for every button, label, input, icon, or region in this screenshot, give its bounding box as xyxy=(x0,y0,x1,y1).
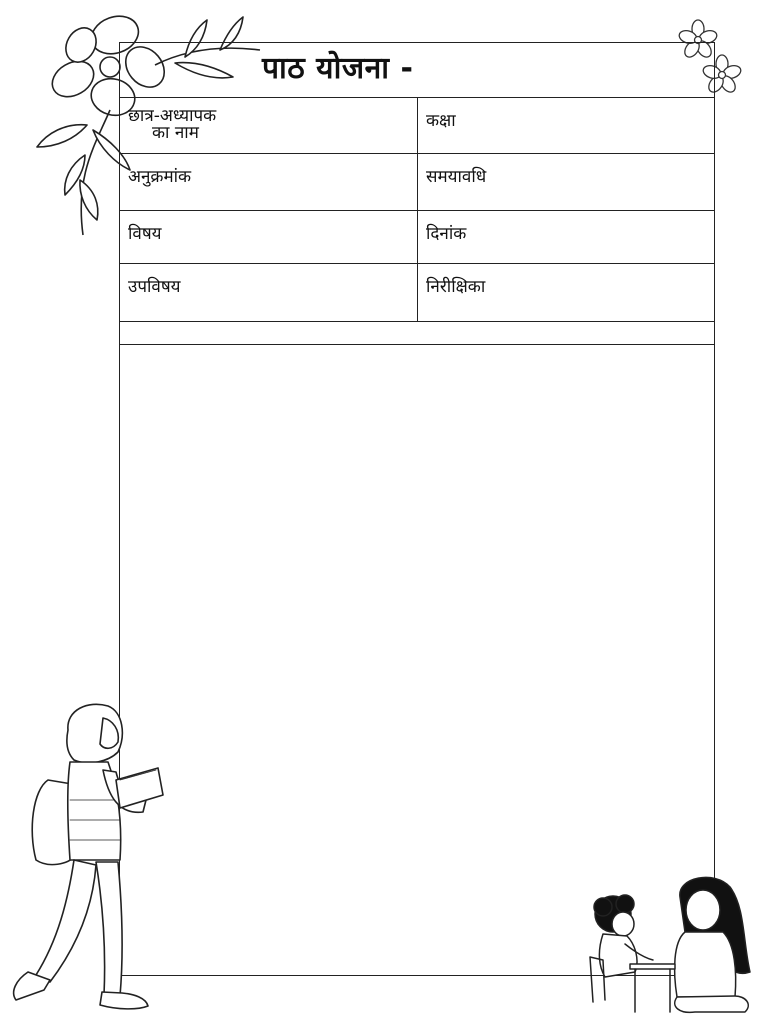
field-label: छात्र-अध्यापक xyxy=(128,106,217,126)
subject-cell[interactable] xyxy=(120,211,418,264)
section-divider xyxy=(119,344,715,345)
table-row xyxy=(120,154,715,211)
table-row xyxy=(120,264,715,322)
field-label: समयावधि xyxy=(426,167,487,187)
roll-number-cell[interactable] xyxy=(120,154,418,211)
class-cell[interactable] xyxy=(418,98,715,154)
field-label: उपविषय xyxy=(128,277,181,297)
table-row xyxy=(120,98,715,154)
duration-cell[interactable] xyxy=(418,154,715,211)
teacher-and-child-illustration xyxy=(585,872,765,1022)
field-label: का नाम xyxy=(152,123,199,143)
field-label: अनुक्रमांक xyxy=(128,167,192,187)
field-label: कक्षा xyxy=(426,111,456,131)
table-row xyxy=(120,211,715,264)
lesson-info-table xyxy=(119,97,715,322)
student-teacher-name-cell[interactable] xyxy=(120,98,418,154)
field-label: निरीक्षिका xyxy=(426,277,486,297)
student-with-book-illustration xyxy=(8,700,173,1020)
page-title: पाठ योजना - xyxy=(262,51,414,86)
subtopic-cell[interactable] xyxy=(120,264,418,322)
date-cell[interactable] xyxy=(418,211,715,264)
supervisor-cell[interactable] xyxy=(418,264,715,322)
field-label: दिनांक xyxy=(426,224,467,244)
field-label: विषय xyxy=(128,224,162,244)
